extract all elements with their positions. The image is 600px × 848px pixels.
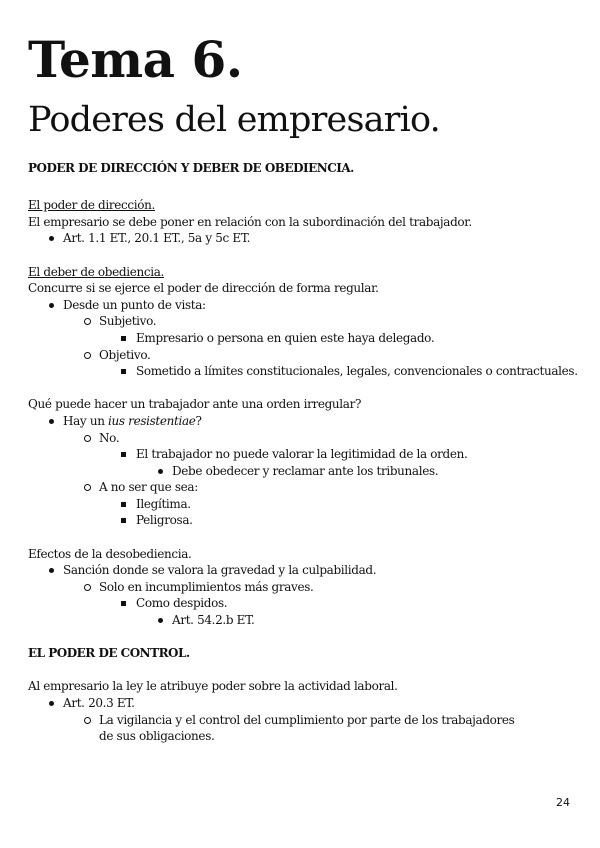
document-page (28, 30, 578, 745)
section-heading: EL PODER DE CONTROL. (28, 646, 190, 661)
paragraph: Concurre si se ejerce el poder de dirección de forma regular. (28, 281, 379, 296)
list-item: La vigilancia y el control del cumplimiento por parte de los trabajadores de sus obligaciones. (99, 712, 515, 744)
list-item: Ilegítima. (136, 496, 191, 511)
list-item: Sometido a límites constitucionales, legales, convencionales o contractuales. (136, 364, 578, 379)
list-item: Subjetivo. (99, 314, 157, 329)
document-body (28, 160, 578, 745)
list-item: Empresario o persona en quien este haya delegado. (136, 330, 435, 345)
subsection-heading: El poder de dirección. (28, 198, 155, 213)
paragraph: Al empresario la ley le atribuye poder sobre la actividad laboral. (28, 679, 398, 694)
list-item: Debe obedecer y reclamar ante los tribunales. (172, 463, 439, 478)
list-item: Art. 20.3 ET. (63, 696, 135, 710)
list-item: El trabajador no puede valorar la legitimidad de la orden. (136, 447, 468, 462)
paragraph: Efectos de la desobediencia. (28, 546, 192, 561)
page-title: Tema 6. (28, 30, 243, 89)
page-subtitle: Poderes del empresario. (28, 100, 440, 140)
list-item: No. (99, 430, 120, 445)
list-item: Art. 54.2.b ET. (172, 613, 255, 628)
paragraph: Qué puede hacer un trabajador ante una orden irregular? (28, 397, 362, 412)
list-item: Como despidos. (136, 596, 228, 611)
list-item: Objetivo. (99, 347, 151, 362)
paragraph: El empresario se debe poner en relación con la subordinación del trabajador. (28, 214, 472, 229)
page-number: 24 (556, 796, 570, 809)
list-item: Desde un punto de vista: (63, 297, 206, 312)
section-heading: PODER DE DIRECCIÓN Y DEBER DE OBEDIENCIA. (28, 161, 354, 175)
list-item: Hay un ius resistentiae? (63, 413, 202, 428)
list-item: Art. 1.1 ET., 20.1 ET., 5a y 5c ET. (63, 231, 251, 246)
list-item: Solo en incumplimientos más graves. (99, 579, 314, 594)
subsection-heading: El deber de obediencia. (28, 264, 164, 279)
list-item: Sanción donde se valora la gravedad y la culpabilidad. (63, 563, 377, 578)
list-item: A no ser que sea: (99, 480, 198, 495)
list-item: Peligrosa. (136, 513, 193, 528)
